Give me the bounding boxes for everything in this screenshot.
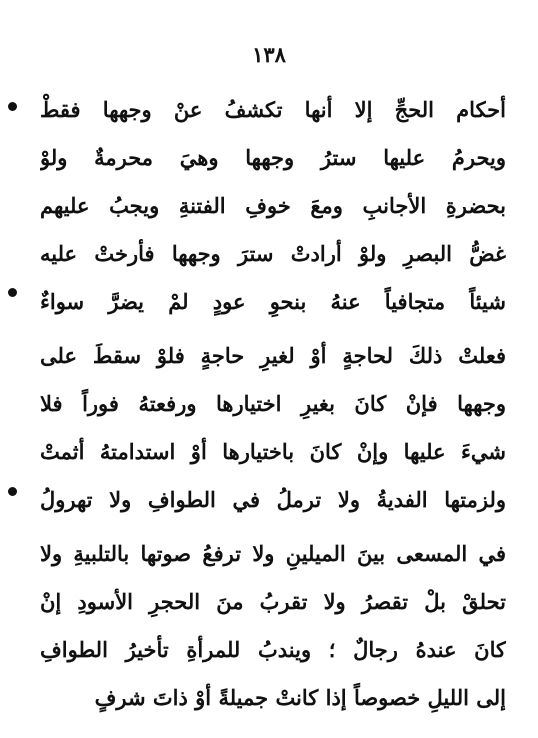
text-line: فعلتْ ذلكَ لحاجةٍ أوْ لغيرِ حاجةٍ فلوْ سقطَ على (40, 343, 506, 368)
text-line: شيئاً متجافياً عنهُ بنحوِ عودٍ لمْ يضرَّ سواءٌ (40, 289, 506, 314)
text-line: غضُّ البصرِ ولوْ أرادتْ سترَ وجهها فأرختْ عليه (40, 241, 506, 266)
text-block (40, 86, 506, 722)
margin-marker (8, 288, 17, 297)
margin-marker (8, 102, 17, 111)
text-line: أحكام الحجِّ إلا أنها تكشفُ عنْ وجهها فقطْ (40, 97, 506, 122)
text-line: في المسعى بينَ الميلينِ ولا ترفعُ صوتها بالتلبيةِ ولا (40, 541, 506, 566)
text-line: شيءَ عليها وإنْ كانَ باختيارها أوْ استدامتهُ أثمتْ (40, 439, 506, 464)
text-line: إلى الليلِ خصوصاً إذا كانتْ جميلةً أوْ ذاتَ شرفٍ (94, 685, 506, 710)
page-number: ١٣٨ (252, 42, 286, 67)
text-line: وجهها فإنْ كانَ بغيرِ اختيارها ورفعتهُ فوراً فلا (40, 391, 506, 416)
text-line: تحلقْ بلْ تقصرُ ولا تقربُ منَ الحجرِ الأسودِ إنْ (40, 589, 506, 614)
text-line: بحضرةِ الأجانبِ ومعَ خوفِ الفتنةِ ويجبُ عليهم (40, 193, 506, 218)
text-line: ولزمتها الفديةُ ولا ترملُ في الطوافِ ولا تهرولُ (40, 487, 506, 512)
margin-marker (8, 487, 17, 496)
text-line: ويحرمُ عليها سترُ وجهها وهيَ محرمةٌ ولوْ (40, 145, 506, 170)
text-line: كانَ عندهُ رجالٌ ؛ ويندبُ للمرأةِ تأخيرُ الطوافِ (40, 637, 506, 662)
